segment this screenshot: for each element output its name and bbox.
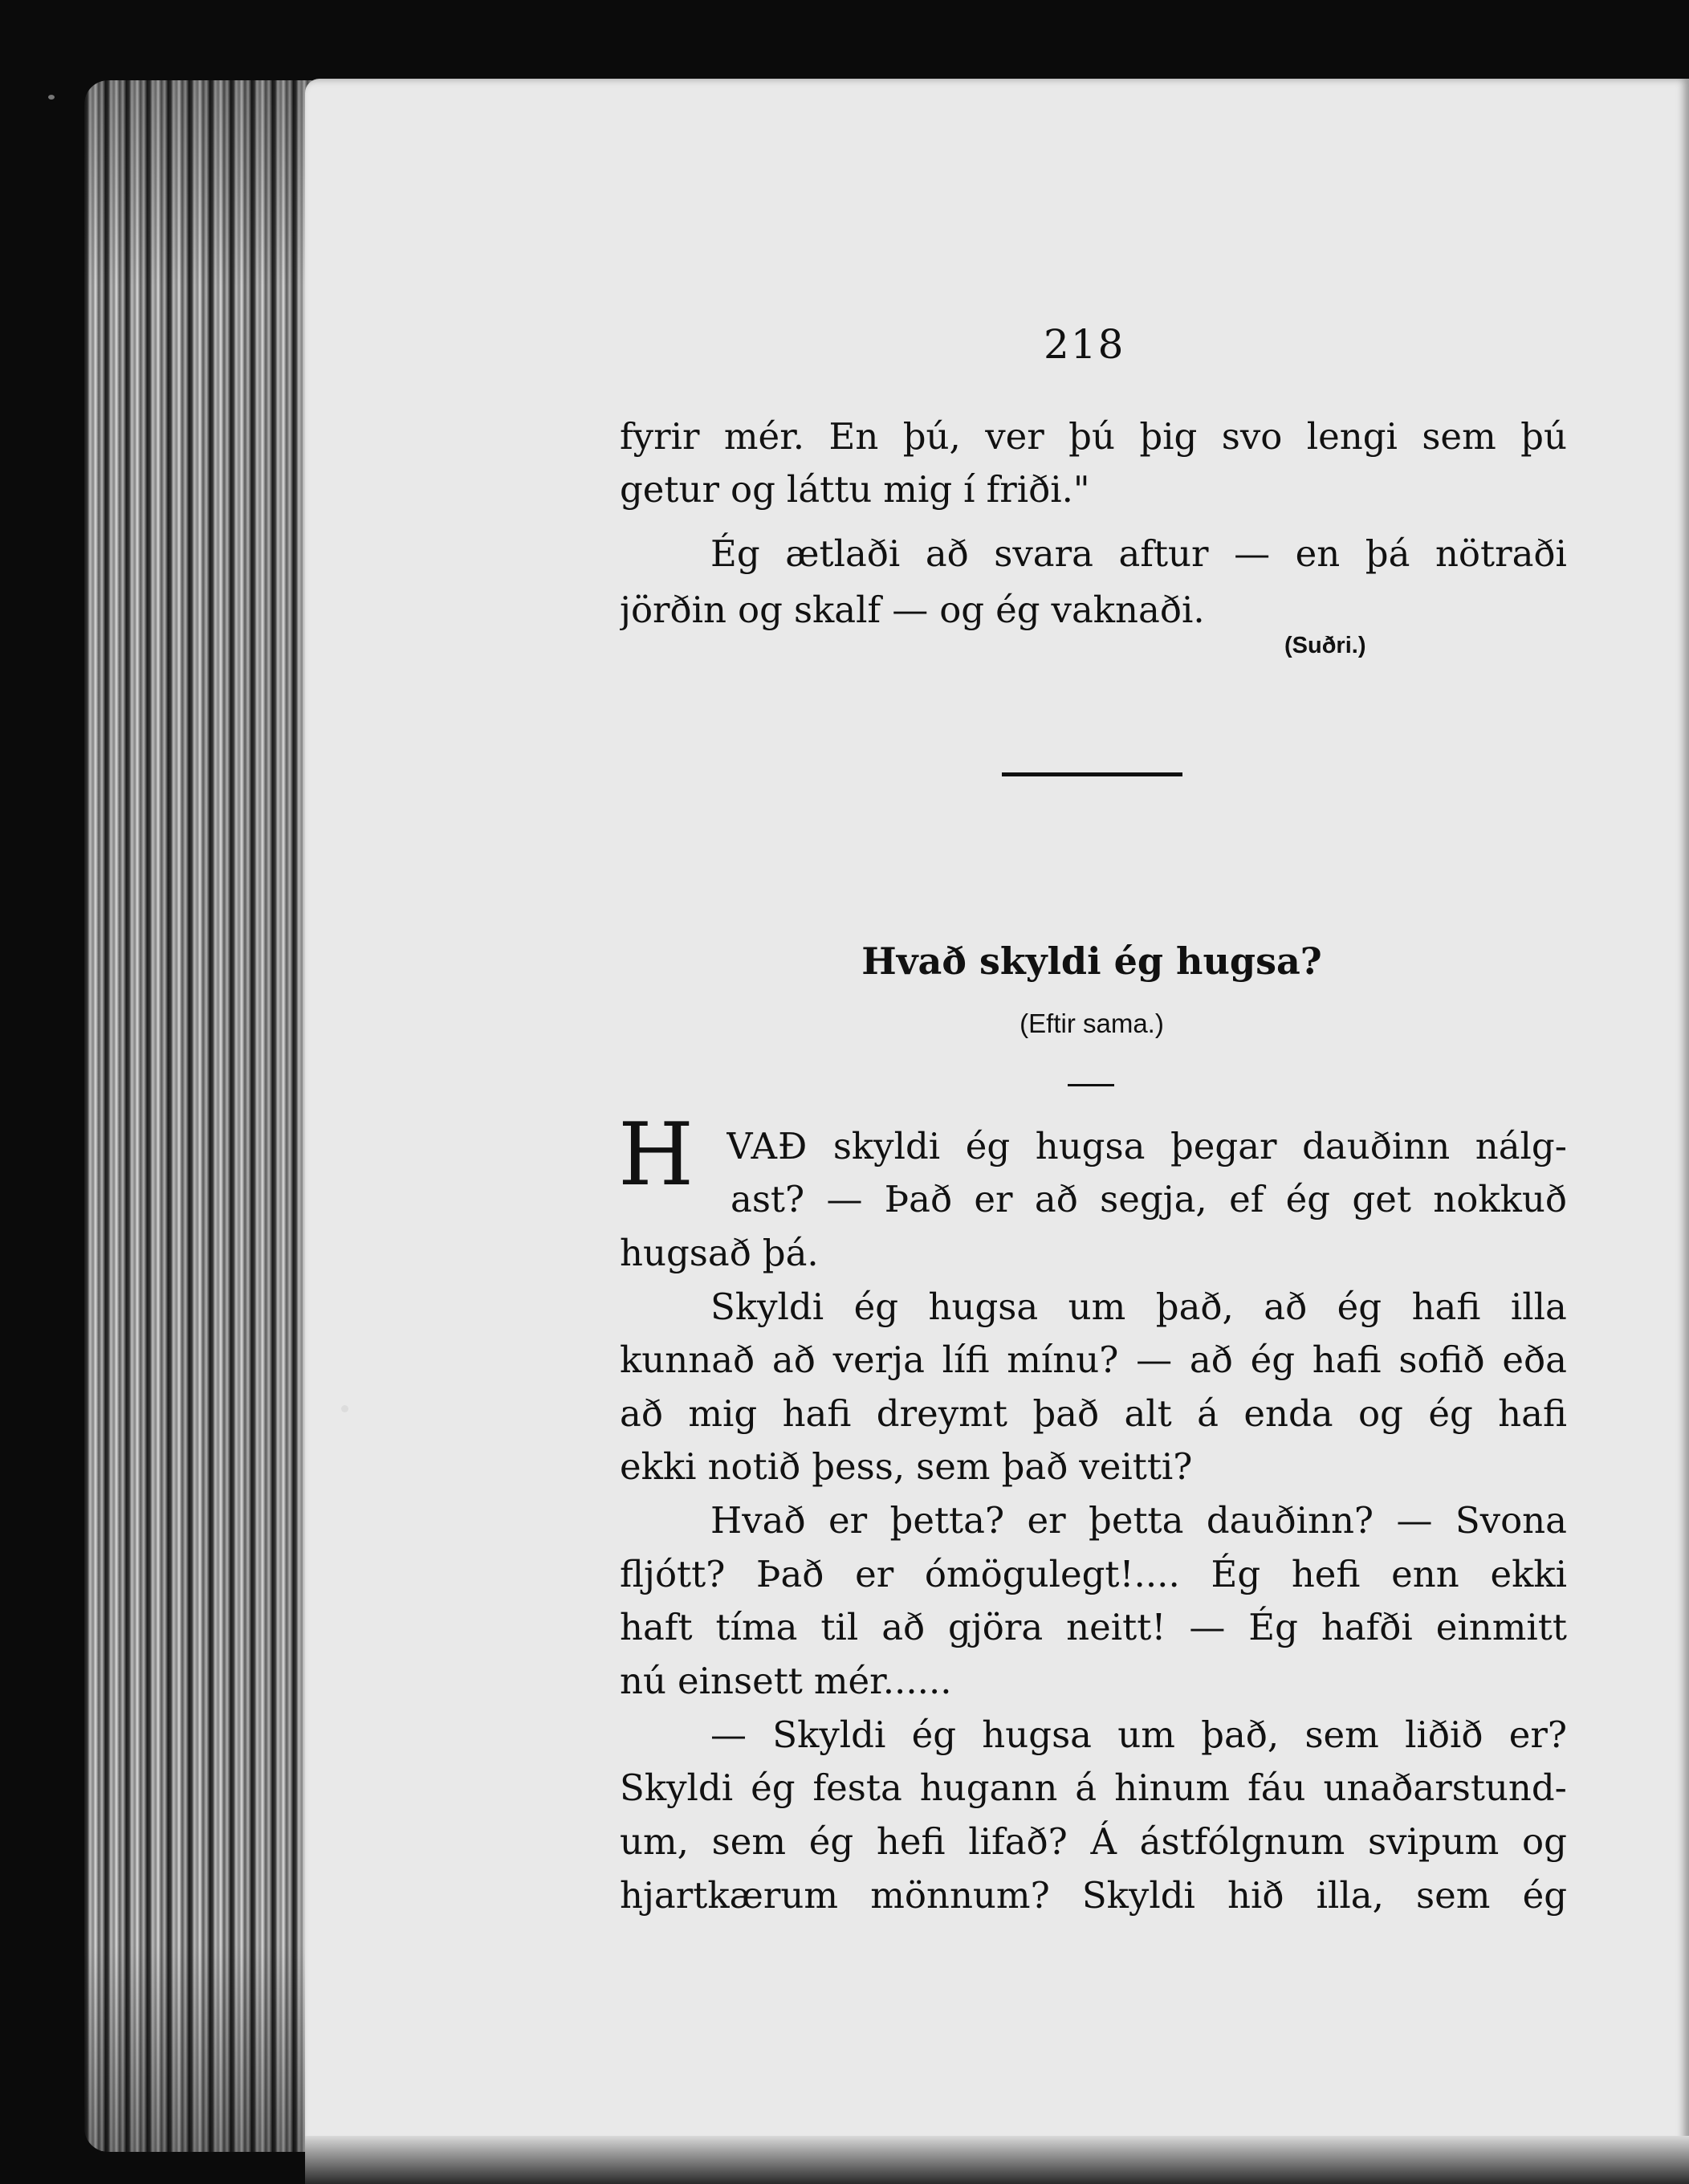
word: Ég xyxy=(710,532,760,575)
word: lengi xyxy=(1306,415,1398,458)
word: að xyxy=(1189,1339,1233,1381)
word: hugsað xyxy=(620,1232,751,1274)
word: er xyxy=(974,1178,1013,1220)
word: ef xyxy=(1229,1178,1264,1220)
word: er xyxy=(1027,1499,1066,1542)
word: hjartkærum xyxy=(620,1874,839,1917)
body-line xyxy=(726,1119,1567,1174)
word: er? xyxy=(1508,1713,1567,1756)
page-number: 218 xyxy=(1044,321,1125,368)
word: eða xyxy=(1502,1339,1567,1381)
drop-cap: H xyxy=(618,1105,694,1205)
word: — xyxy=(710,1713,747,1756)
word: og xyxy=(939,589,985,631)
word: þetta? xyxy=(889,1499,1005,1542)
word: Ég xyxy=(1211,1553,1261,1595)
word: þá xyxy=(1365,532,1410,575)
word: mér. xyxy=(723,415,805,458)
word: mínu? xyxy=(1007,1339,1119,1381)
word: um xyxy=(1117,1713,1175,1756)
word: hugsa xyxy=(1035,1125,1146,1167)
word: — xyxy=(1396,1499,1433,1542)
story-line xyxy=(710,527,1567,581)
word: dreymt xyxy=(876,1392,1007,1435)
body-line xyxy=(710,1708,1567,1762)
word: nú xyxy=(620,1660,666,1702)
word: En xyxy=(828,415,879,458)
word: fáu xyxy=(1247,1766,1306,1809)
word: ég xyxy=(995,589,1040,631)
word: ég xyxy=(965,1125,1011,1167)
word: mig xyxy=(883,468,953,511)
word: þá. xyxy=(762,1232,819,1274)
word: sem xyxy=(1416,1874,1491,1917)
word: ég xyxy=(751,1766,796,1809)
word: þess, xyxy=(812,1445,906,1488)
body-line xyxy=(620,1226,1567,1281)
word: alt xyxy=(1124,1392,1172,1435)
word: Skyldi xyxy=(710,1286,824,1328)
story-line xyxy=(620,462,1567,517)
word: unaðarstund- xyxy=(1323,1766,1567,1809)
word: segja, xyxy=(1100,1178,1207,1220)
word: nálg- xyxy=(1475,1125,1567,1167)
word: enda xyxy=(1243,1392,1333,1435)
word: ég xyxy=(808,1820,854,1863)
word: Hvað xyxy=(710,1499,806,1542)
word: hugsa xyxy=(982,1713,1092,1756)
word: er xyxy=(828,1499,868,1542)
word: ekki xyxy=(1490,1553,1567,1595)
word: sofið xyxy=(1398,1339,1485,1381)
word: Skyldi xyxy=(772,1713,886,1756)
word: skalf xyxy=(793,589,881,631)
word: jörðin xyxy=(620,589,727,631)
word: þú xyxy=(1068,415,1115,458)
body-line xyxy=(620,1547,1567,1602)
word: ég xyxy=(853,1286,899,1328)
word: getur xyxy=(620,468,720,511)
page-bottom-edge xyxy=(305,2136,1689,2184)
word: láttu xyxy=(786,468,873,511)
word: svara xyxy=(994,532,1093,575)
word: er xyxy=(855,1553,894,1595)
body-line xyxy=(620,1600,1567,1655)
word: Ég xyxy=(1248,1606,1298,1648)
word: friði." xyxy=(986,468,1090,511)
body-line xyxy=(620,1761,1567,1815)
body-line xyxy=(620,1440,1567,1494)
word: ver xyxy=(985,415,1044,458)
word: Það xyxy=(756,1553,824,1595)
word: — xyxy=(826,1178,863,1220)
word: svo xyxy=(1221,415,1283,458)
word: svipum xyxy=(1367,1820,1500,1863)
word: einsett xyxy=(677,1660,803,1702)
word: ég xyxy=(1428,1392,1473,1435)
story-line xyxy=(620,583,1567,638)
title-rule xyxy=(1068,1084,1114,1086)
word: það, xyxy=(1155,1286,1234,1328)
word: Á xyxy=(1090,1820,1117,1863)
word: um xyxy=(1068,1286,1126,1328)
body-line xyxy=(731,1172,1567,1227)
word: hið xyxy=(1227,1874,1284,1917)
word: hafi xyxy=(1498,1392,1567,1435)
word: neitt! xyxy=(1066,1606,1166,1648)
word: notið xyxy=(707,1445,801,1488)
body-line xyxy=(620,1654,1567,1709)
word: veitti? xyxy=(1079,1445,1193,1488)
word: hefi xyxy=(876,1820,946,1863)
word: fljótt? xyxy=(620,1553,726,1595)
source-note: (Suðri.) xyxy=(1284,633,1366,658)
word: Það xyxy=(884,1178,953,1220)
word: það, xyxy=(1201,1713,1280,1756)
word: þetta xyxy=(1089,1499,1184,1542)
section-title: Hvað skyldi ég hugsa? xyxy=(861,939,1322,983)
word: þú xyxy=(1520,415,1567,458)
body-line xyxy=(620,1815,1567,1869)
word: skyldi xyxy=(832,1125,941,1167)
word: um, xyxy=(620,1820,689,1863)
word: sem xyxy=(916,1445,991,1488)
word: gjöra xyxy=(948,1606,1044,1648)
body-line xyxy=(620,1868,1567,1923)
body-line xyxy=(620,1387,1567,1441)
word: vaknaði. xyxy=(1051,589,1205,631)
word: í xyxy=(963,468,975,511)
word: til xyxy=(820,1606,859,1648)
word: og xyxy=(1522,1820,1567,1863)
word: hefi xyxy=(1291,1553,1361,1595)
word: — xyxy=(1189,1606,1226,1648)
word: ástfólgnum xyxy=(1139,1820,1345,1863)
word: Svona xyxy=(1455,1499,1567,1542)
word: hafi xyxy=(782,1392,852,1435)
word: einmitt xyxy=(1435,1606,1567,1648)
word: og xyxy=(738,589,783,631)
word: ég xyxy=(1522,1874,1567,1917)
word: Skyldi xyxy=(620,1766,734,1809)
word: á xyxy=(1075,1766,1097,1809)
word: dauðinn? xyxy=(1206,1499,1374,1542)
word: enn xyxy=(1391,1553,1459,1595)
word: ætlaði xyxy=(785,532,901,575)
word: ast? xyxy=(731,1178,805,1220)
body-line xyxy=(710,1493,1567,1548)
word: lifað? xyxy=(968,1820,1068,1863)
book-edge-shadow xyxy=(84,80,317,2152)
section-attribution: (Eftir sama.) xyxy=(1020,1008,1164,1038)
word: festa xyxy=(812,1766,902,1809)
word: að xyxy=(771,1339,816,1381)
word: ég xyxy=(1250,1339,1295,1381)
word: haft xyxy=(620,1606,693,1648)
word: — xyxy=(1234,532,1271,575)
word: tíma xyxy=(715,1606,798,1648)
word: sem xyxy=(1422,415,1496,458)
body-line xyxy=(620,1333,1567,1387)
word: mig xyxy=(688,1392,758,1435)
word: það xyxy=(1032,1392,1100,1435)
word: þig xyxy=(1139,415,1198,458)
word: þú, xyxy=(902,415,961,458)
lead-word: VAÐ xyxy=(726,1125,808,1167)
word: aftur xyxy=(1118,532,1209,575)
word: hugsa xyxy=(928,1286,1039,1328)
scan-speck xyxy=(341,1405,348,1412)
section-divider xyxy=(1002,772,1182,776)
word: og xyxy=(731,468,775,511)
word: illa, xyxy=(1316,1874,1384,1917)
word: dauðinn xyxy=(1302,1125,1451,1167)
word: fyrir xyxy=(620,415,700,458)
word: en xyxy=(1295,532,1341,575)
scan-speck xyxy=(48,95,55,100)
word: á xyxy=(1197,1392,1219,1435)
word: ómögulegt!.... xyxy=(924,1553,1180,1595)
word: ekki xyxy=(620,1445,697,1488)
word: að xyxy=(925,532,969,575)
word: hafi xyxy=(1411,1286,1481,1328)
word: hugann xyxy=(919,1766,1058,1809)
word: sem xyxy=(711,1820,787,1863)
word: nokkuð xyxy=(1433,1178,1567,1220)
story-line xyxy=(620,410,1567,464)
word: það xyxy=(1001,1445,1068,1488)
word: — xyxy=(1136,1339,1173,1381)
word: kunnað xyxy=(620,1339,755,1381)
word: ég xyxy=(1285,1178,1331,1220)
word: — xyxy=(892,589,929,631)
word: þegar xyxy=(1170,1125,1277,1167)
word: get xyxy=(1352,1178,1411,1220)
word: að xyxy=(620,1392,663,1435)
word: ég xyxy=(1337,1286,1382,1328)
word: lífi xyxy=(942,1339,990,1381)
word: hafi xyxy=(1312,1339,1382,1381)
word: ég xyxy=(911,1713,957,1756)
word: liðið xyxy=(1405,1713,1483,1756)
word: að xyxy=(1034,1178,1078,1220)
body-line xyxy=(710,1280,1567,1334)
word: hinum xyxy=(1114,1766,1231,1809)
word: mér...... xyxy=(813,1660,952,1702)
word: sem xyxy=(1304,1713,1379,1756)
word: nötraði xyxy=(1435,532,1567,575)
word: að xyxy=(881,1606,926,1648)
word: að xyxy=(1264,1286,1308,1328)
word: Skyldi xyxy=(1081,1874,1195,1917)
word: mönnum? xyxy=(870,1874,1050,1917)
word: verja xyxy=(832,1339,925,1381)
word: illa xyxy=(1510,1286,1567,1328)
word: hafði xyxy=(1321,1606,1413,1648)
word: og xyxy=(1358,1392,1403,1435)
